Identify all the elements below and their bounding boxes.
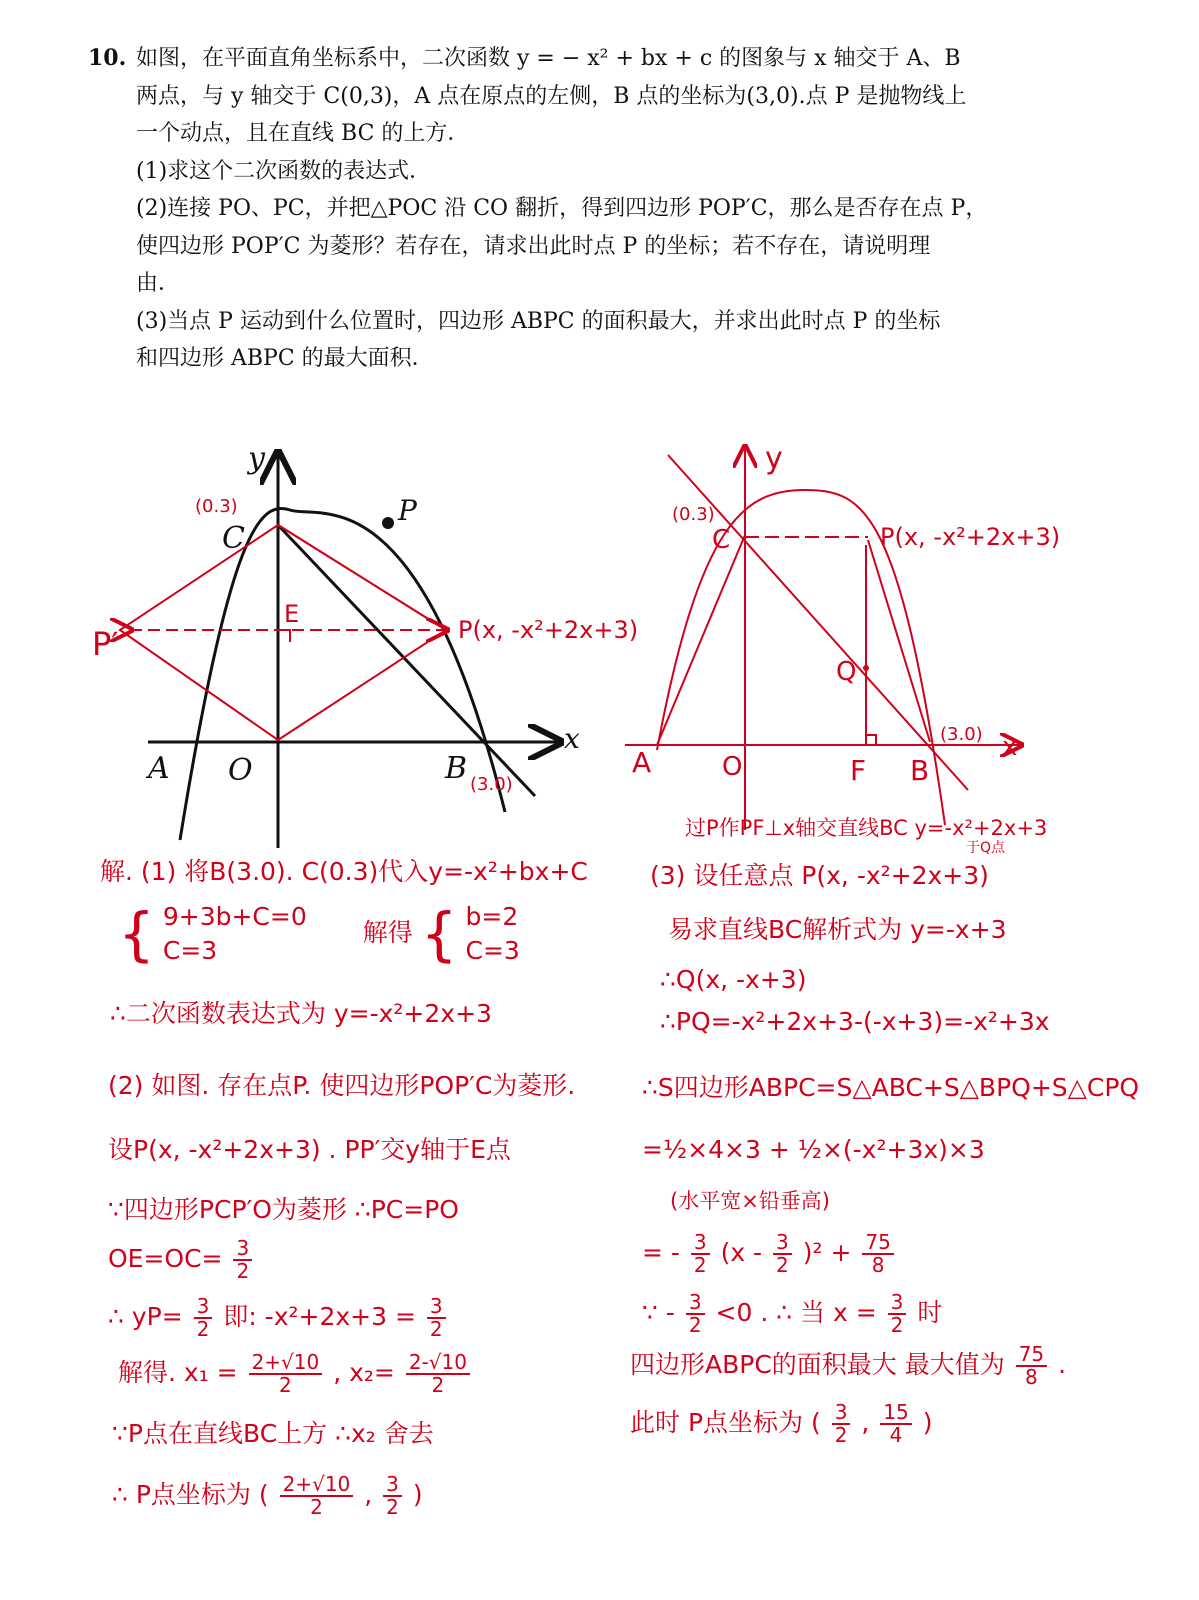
right-label-a: A [632,746,652,779]
right-label-o: O [722,752,743,782]
frac-3-2: $\frac{3}{2}$ [832,1402,851,1446]
frac-75-8: $\frac{75}{8}$ [862,1232,893,1276]
right-label-p-coord: P(x, -x²+2x+3) [880,523,1061,551]
left-label-b-coord: (3.0) [470,774,513,795]
p2-yp: ∴ yP= $\frac{3}{2}$ 即: -x²+2x+3 = $\frac{3}{2}$ [108,1296,449,1340]
frac-3-2: $\frac{3}{2}$ [686,1292,705,1336]
p1-eq1: 9+3b+C=0 [162,902,307,931]
right-label-f: F [850,754,867,787]
p1-equations [163,900,307,968]
problem-line: 由． [136,271,181,296]
left-label-p-prime: P′ [92,625,119,663]
p3-calc: =½×4×3 + ½×(-x²+3x)×3 [642,1135,985,1164]
right-label-y: y [765,441,783,476]
p3-area: ∴S四边形ABPC=S△ABC+S△BPQ+S△CPQ [642,1073,1140,1102]
p2-set: 设P(x, -x²+2x+3) . PP′交y轴于E点 [108,1135,511,1164]
problem-line: 使四边形 POP′C 为菱形？若存在，请求出此时点 P 的坐标；若不存在，请说明理 [136,233,931,259]
frac-3-2: $\frac{3}{2}$ [888,1292,907,1336]
right-line-ac [657,535,745,745]
right-label-c: C [712,525,731,555]
frac-3-2: $\frac{3}{2}$ [194,1296,213,1340]
frac-3-2: $\frac{3}{2}$ [233,1238,252,1282]
p3-vertex: = - $\frac{3}{2}$ (x - $\frac{3}{2}$ )² + $\frac{75}{8}$ [642,1232,897,1276]
frac-x2: $\frac{2-√10}{2}$ [406,1352,470,1396]
left-label-x: x [564,722,580,755]
problem-line: 一个动点，且在直线 BC 的上方． [136,121,470,146]
frac-3-2: $\frac{3}{2}$ [427,1296,446,1340]
p3-title: (3) 设任意点 P(x, -x²+2x+3) [650,861,989,890]
p3-max: 四边形ABPC的面积最大 最大值为 $\frac{75}{8}$ . [630,1342,1067,1389]
right-label-c-coord: (0.3) [672,504,715,525]
frac-3-2: $\frac{3}{2}$ [773,1232,792,1276]
left-label-y: y [248,441,265,476]
p1-brace: { [118,899,155,968]
p1-title: 解. (1) 将B(3.0). C(0.3)代入y=-x²+bx+C [100,857,588,886]
right-label-b-coord: (3.0) [940,724,983,745]
p1-solutions [466,900,520,968]
left-label-c-coord: (0.3) [195,496,238,517]
left-label-b: B [445,751,468,786]
p3-q: ∴Q(x, -x+3) [660,965,807,994]
p2-discard: ∵P点在直线BC上方 ∴x₂ 舍去 [112,1419,434,1448]
left-label-c: C [222,521,245,556]
right-note-line2: 于Q点 [966,840,1006,856]
left-right-angle [278,630,290,642]
p3-final: 此时 P点坐标为 ( $\frac{3}{2}$ , $\frac{15}{4}$ ) [630,1400,933,1447]
figure-left [92,441,638,848]
right-label-b: B [910,754,930,787]
p1-system [118,900,520,968]
p1-sol1: b=2 [465,902,519,931]
p2-roots: 解得. x₁ = $\frac{2+√10}{2}$ , x₂= $\frac{2-√10}{2}$ [118,1352,473,1396]
p3-line: 易求直线BC解析式为 y=-x+3 [668,915,1007,944]
left-label-p-coord: P(x, -x²+2x+3) [458,616,639,644]
problem-number: 10. [88,45,127,71]
p2-final: ∴ P点坐标为 ( $\frac{2+√10}{2}$ , $\frac{3}{2}$ ) [112,1472,423,1519]
p3-note: (水平宽×铅垂高) [670,1189,830,1213]
problem-line: (2)连接 PO、PC，并把△POC 沿 CO 翻折，得到四边形 POP′C，那么是否存在点 P， [136,196,988,221]
right-label-q: Q [836,657,857,687]
right-point-q [863,665,869,671]
frac-75-8: $\frac{75}{8}$ [1016,1344,1047,1388]
frac-x1: $\frac{2+√10}{2}$ [280,1474,354,1518]
p1-solved-label: 解得 [362,917,413,947]
right-right-angle [866,735,876,745]
left-label-a: A [148,751,170,786]
problem-line: 和四边形 ABPC 的最大面积． [136,346,434,371]
left-label-o: O [228,753,253,788]
left-label-p: P [398,494,417,527]
p2-oe: OE=OC= $\frac{3}{2}$ [108,1238,255,1282]
frac-3-2: $\frac{3}{2}$ [383,1474,402,1518]
left-label-e: E [284,600,300,628]
frac-x1: $\frac{2+√10}{2}$ [249,1352,323,1396]
figure-right [625,441,1060,856]
frac-15-4: $\frac{15}{4}$ [880,1402,911,1446]
right-note-line1: 过P作PF⊥x轴交直线BC y=-x²+2x+3 [685,816,1048,840]
p3-pq: ∴PQ=-x²+2x+3-(-x+3)=-x²+3x [660,1007,1050,1036]
problem-line: (1)求这个二次函数的表达式． [136,158,432,184]
p2-rhombus: ∵四边形PCP′O为菱形 ∴PC=PO [108,1195,459,1224]
frac-3-2: $\frac{3}{2}$ [691,1232,710,1276]
p3-since: ∵ - $\frac{3}{2}$ <0 . ∴ 当 x = $\frac{3}{2}$ 时 [642,1290,943,1337]
p2-title: (2) 如图. 存在点P. 使四边形POP′C为菱形. [108,1071,576,1100]
problem-line: (3)当点 P 运动到什么位置时，四边形 ABPC 的面积最大，并求出此时点 P 的坐标 [136,308,941,334]
p1-conclusion: ∴二次函数表达式为 y=-x²+2x+3 [110,999,492,1028]
p1-brace-2: { [420,899,458,968]
p1-eq2: C=3 [162,935,218,965]
problem-line: 两点，与 y 轴交于 C(0,3)，A 点在原点的左侧，B 点的坐标为(3,0).点 P 是抛物线上 [136,83,967,109]
left-point-p [382,517,394,529]
right-label-x: x [1002,732,1018,762]
p1-sol2: C=3 [465,935,520,965]
problem-line: 10. 如图，在平面直角坐标系中，二次函数 y = − x² + bx + c 的图象与 x 轴交于 A、B [88,40,1048,78]
